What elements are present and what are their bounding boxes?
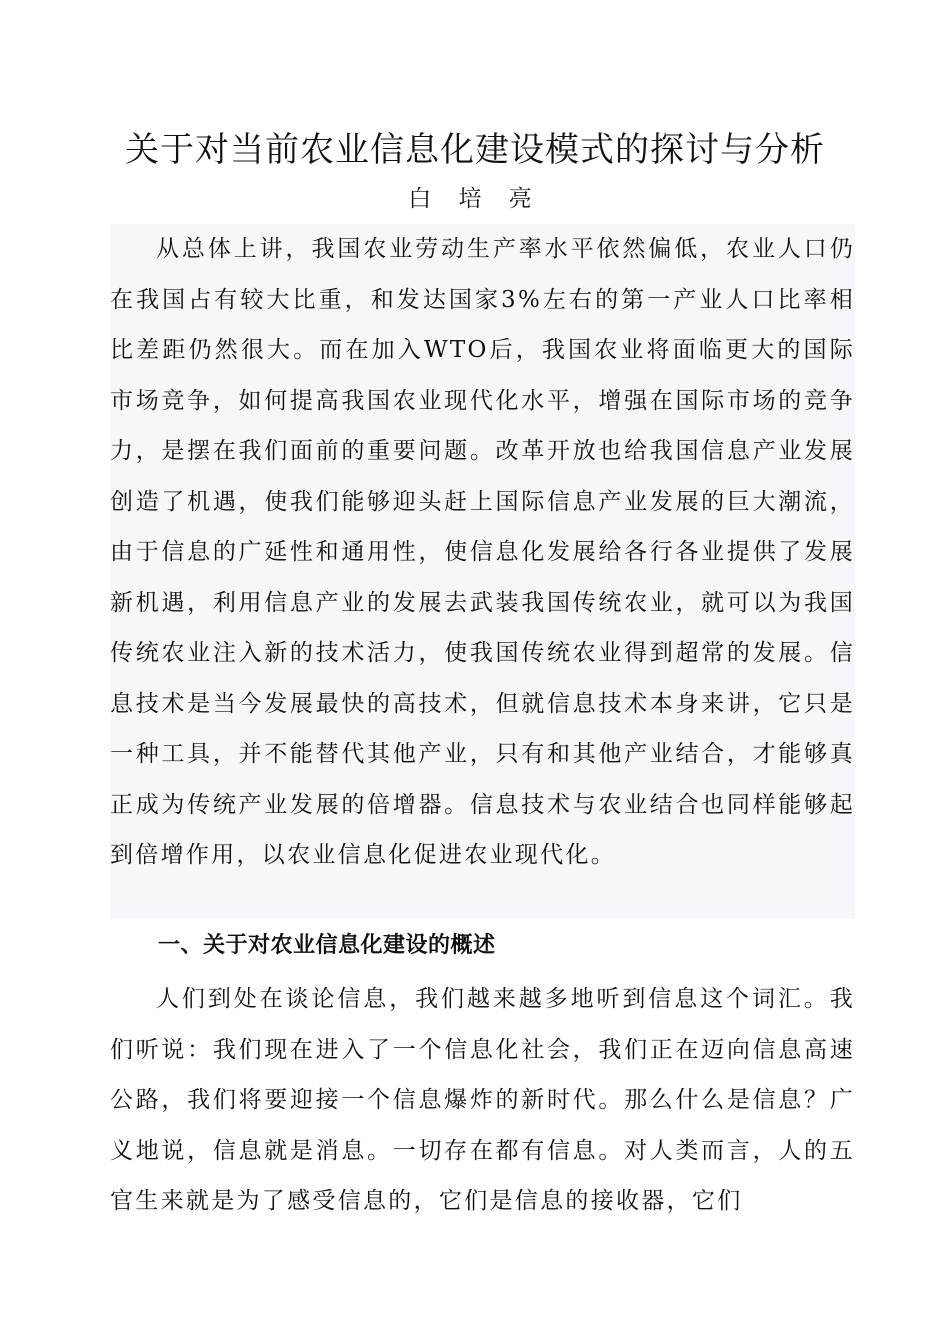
author-name: 白 培 亮: [408, 186, 542, 212]
document-title: 关于对当前农业信息化建设模式的探讨与分析: [125, 130, 825, 170]
section-heading: 一、关于对农业信息化建设的概述: [158, 933, 496, 958]
intro-paragraph: 从总体上讲，我国农业劳动生产率水平依然偏低，农业人口仍在我国占有较大比重，和发达国家3%左右的第一产业人口比率相比差距仍然很大。而在加入WTO后，我国农业将面临更大的国际市场竞争，如何提高我国农业现代化水平，增强在国际市场的竞争力，是摆在我们面前的重要问题。改革开放也给我国信息产业发展创造了机遇，使我们能够迎头赶上国际信息产业发展的巨大潮流，由于信息的广延性和通用性，使信息化发展给各行各业提供了发展新机遇，利用信息产业的发展去武装我国传统农业，就可以为我国传统农业注入新的技术活力，使我国传统农业得到超常的发展。信息技术是当今发展最快的高技术，但就信息技术本身来讲，它只是一种工具，并不能替代其他产业，只有和其他产业结合，才能够真正成为传统产业发展的倍增器。信息技术与农业结合也同样能够起到倍增作用，以农业信息化促进农业现代化。: [110, 224, 855, 919]
body-paragraph: 人们到处在谈论信息，我们越来越多地听到信息这个词汇。我们听说：我们现在进入了一个信息化社会，我们正在迈向信息高速公路，我们将要迎接一个信息爆炸的新时代。那么什么是信息？广义地说，信息就是消息。一切存在都有信息。对人类而言，人的五官生来就是为了感受信息的，它们是信息的接收器，它们: [110, 986, 855, 1214]
